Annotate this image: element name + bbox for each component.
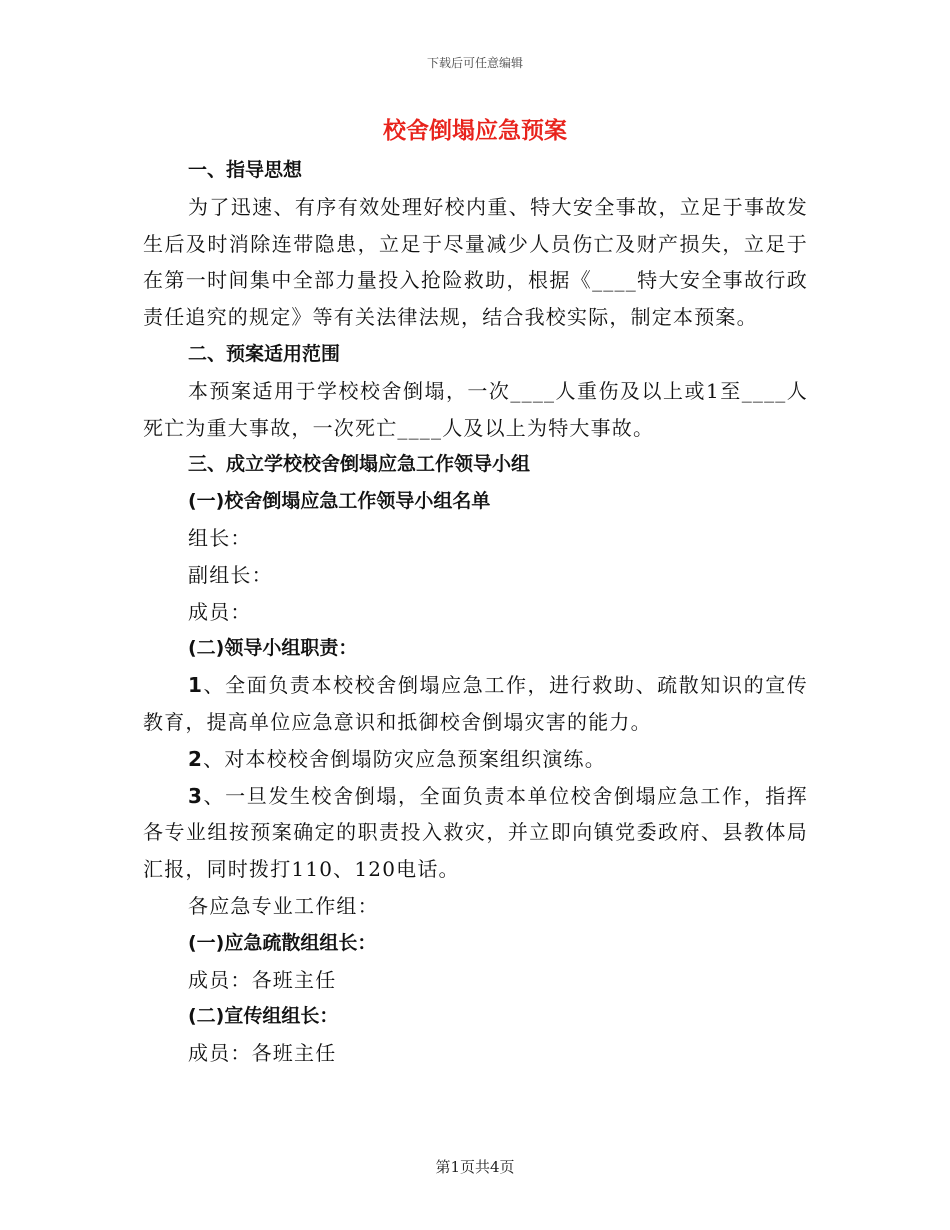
duty-2-text: 、对本校校舍倒塌防灾应急预案组织演练。 (203, 746, 606, 771)
section-2-body: 本预案适用于学校校舍倒塌，一次____人重伤及以上或1至____人死亡为重大事故，一次死亡____人及以上为特大事故。 (143, 378, 808, 440)
section-3-subheading-1: (一)校舍倒塌应急工作领导小组名单 (188, 490, 491, 513)
group-1-members: 成员：各班主任 (188, 967, 337, 992)
duty-1-text: 、全面负责本校校舍倒塌应急工作，进行救助、疏散知识的宣传教育，提高单位应急意识和抵御校舍倒塌灾害的能力。 (143, 673, 808, 734)
members-line: 成员： (188, 599, 252, 624)
duty-3-number: 3 (188, 783, 204, 808)
page-footer-number: 第1页共4页 (435, 1158, 515, 1176)
group-1-heading: (一)应急疏散组组长： (188, 931, 377, 954)
section-3-subheading-2: (二)领导小组职责： (188, 637, 358, 660)
deputy-leader-line: 副组长： (188, 562, 273, 587)
section-3-heading: 三、成立学校校舍倒塌应急工作领导小组 (188, 453, 531, 476)
duty-2-number: 2 (188, 746, 204, 771)
document-title: 校舍倒塌应急预案 (383, 118, 567, 144)
section-2-heading: 二、预案适用范围 (188, 342, 341, 365)
duty-item-2 (143, 741, 808, 778)
section-1-body: 为了迅速、有序有效处理好校内重、特大安全事故，立足于事故发生后及时消除连带隐患，立足于尽量减少人员伤亡及财产损失，立足于在第一时间集中全部力量投入抢险救助，根据《____特大安全事故行政责任追究的规定》等有关法律法规，结合我校实际，制定本预案。 (143, 194, 808, 330)
group-2-heading: (二)宣传组组长： (188, 1005, 339, 1028)
duty-item-1 (143, 667, 808, 741)
groups-intro: 各应急专业工作组： (188, 893, 379, 918)
duty-item-3 (143, 778, 808, 888)
leader-line: 组长： (188, 525, 252, 550)
group-2-members: 成员：各班主任 (188, 1041, 337, 1066)
duty-1-number: 1 (188, 673, 204, 698)
duty-3-text: 、一旦发生校舍倒塌，全面负责本单位校舍倒塌应急工作，指挥各专业组按预案确定的职责投入救灾，并立即向镇党委政府、县教体局汇报，同时拨打110、120电话。 (143, 783, 808, 882)
section-1-heading: 一、指导思想 (188, 159, 303, 181)
document-body (143, 152, 808, 1072)
page-header-note: 下载后可任意编辑 (426, 56, 523, 70)
